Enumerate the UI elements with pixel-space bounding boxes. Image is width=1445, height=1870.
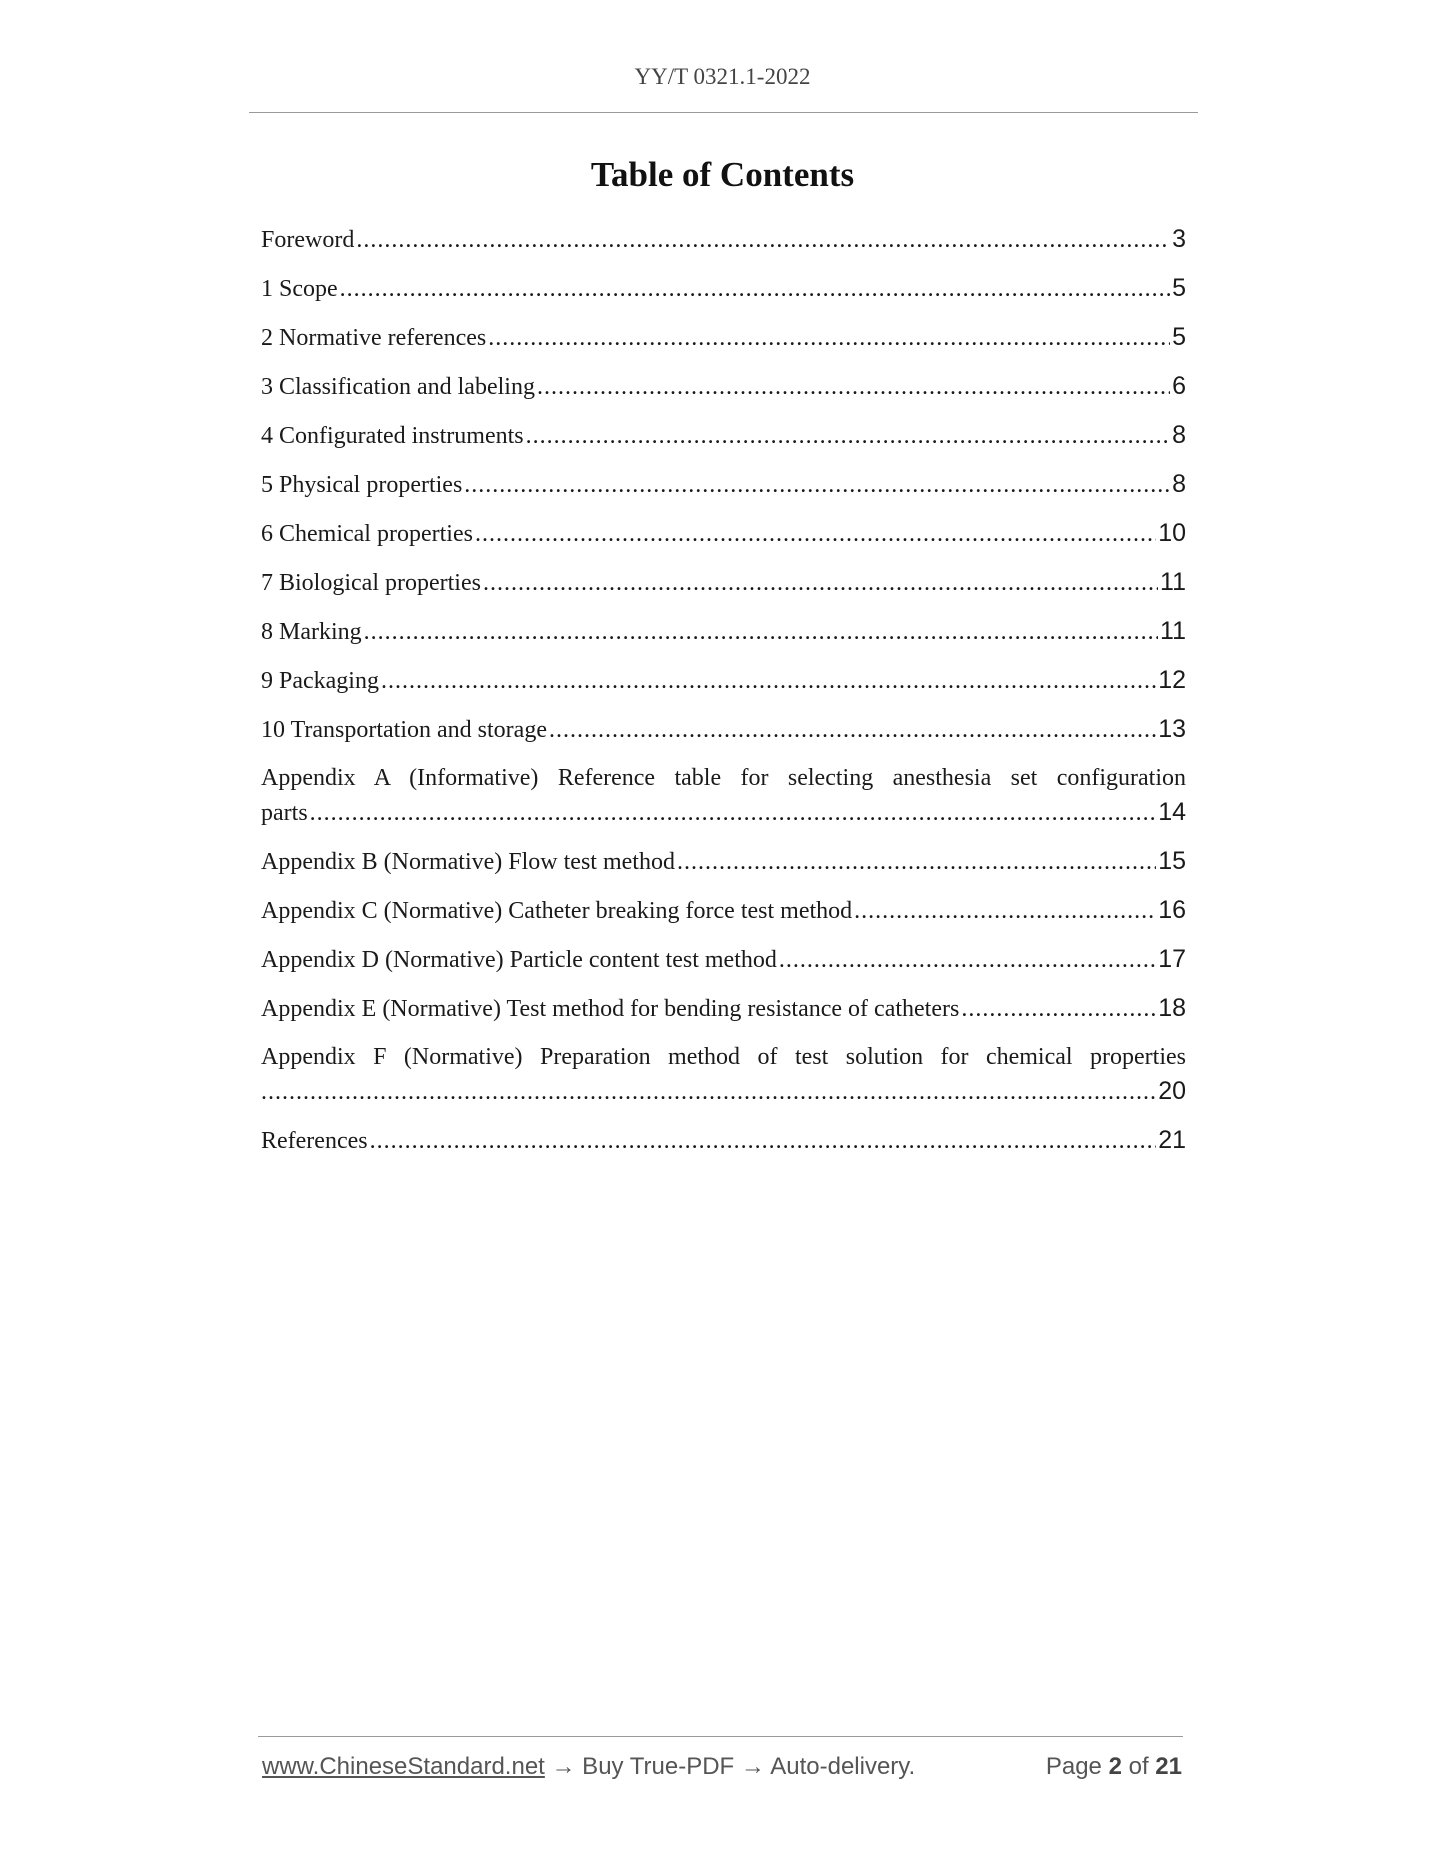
page-footer	[262, 1753, 1182, 1781]
toc-entry-foreword[interactable]	[261, 222, 1186, 257]
page-header-doc-id: YY/T 0321.1-2022	[634, 64, 811, 89]
toc-entry-page: 3	[1172, 225, 1186, 253]
toc-entry-title: 4 Configurated instruments	[261, 423, 524, 449]
page-title: Table of Contents	[590, 155, 855, 194]
website-link[interactable]: www.ChineseStandard.net	[262, 1753, 545, 1780]
toc-entry-title: Appendix C (Normative) Catheter breaking force test method	[261, 898, 853, 924]
toc-entry-page: 17	[1158, 945, 1186, 973]
toc-entry-appendix-a[interactable]	[261, 761, 1186, 830]
toc-entry-page: 5	[1172, 323, 1186, 351]
toc-leader-dots	[310, 796, 1157, 830]
header-divider	[249, 112, 1198, 113]
toc-entry-title: 2 Normative references	[261, 325, 487, 351]
toc-leader-dots	[854, 894, 1156, 928]
toc-entry-title: Appendix A (Informative) Reference table for selecting anesthesia set configuration	[261, 765, 1186, 791]
toc-entry-page: 13	[1158, 715, 1186, 743]
toc-entry-physical-properties[interactable]	[261, 467, 1186, 502]
toc-entry-scope[interactable]	[261, 271, 1186, 306]
toc-leader-dots	[475, 517, 1156, 551]
toc-leader-dots	[364, 615, 1158, 649]
toc-entry-title: References	[261, 1128, 368, 1154]
toc-entry-title-continued: parts	[261, 800, 308, 826]
toc-entry-page: 10	[1158, 519, 1186, 547]
toc-leader-dots	[340, 272, 1170, 306]
toc-leader-dots	[537, 370, 1170, 404]
toc-entry-normative-references[interactable]	[261, 320, 1186, 355]
toc-entry-title: 1 Scope	[261, 276, 338, 302]
toc-entry-page: 11	[1160, 568, 1186, 596]
toc-entry-page: 16	[1158, 896, 1186, 924]
toc-entry-transportation-storage[interactable]	[261, 712, 1186, 747]
toc-entry-page: 15	[1158, 847, 1186, 875]
toc-entry-title: 6 Chemical properties	[261, 521, 473, 547]
toc-leader-dots	[356, 223, 1170, 257]
toc-leader-dots	[261, 1075, 1156, 1109]
toc-entry-chemical-properties[interactable]	[261, 516, 1186, 551]
toc-entry-page: 20	[1158, 1077, 1186, 1105]
toc-entry-page: 5	[1172, 274, 1186, 302]
toc-leader-dots	[677, 845, 1156, 879]
toc-entry-title: 7 Biological properties	[261, 570, 481, 596]
toc-leader-dots	[779, 943, 1156, 977]
toc-entry-packaging[interactable]	[261, 663, 1186, 698]
toc-entry-page: 18	[1158, 994, 1186, 1022]
toc-leader-dots	[370, 1124, 1157, 1158]
toc-entry-title: Foreword	[261, 227, 355, 253]
toc-leader-dots	[464, 468, 1170, 502]
toc-entry-appendix-e[interactable]	[261, 991, 1186, 1026]
toc-entry-classification[interactable]	[261, 369, 1186, 404]
toc-entry-title: Appendix E (Normative) Test method for bending resistance of catheters	[261, 996, 960, 1022]
toc-entry-title: Appendix D (Normative) Particle content test method	[261, 947, 777, 973]
toc-entry-page: 8	[1172, 470, 1186, 498]
toc-entry-page: 12	[1158, 666, 1186, 694]
toc-entry-title: Appendix B (Normative) Flow test method	[261, 849, 675, 875]
toc-entry-page: 6	[1172, 372, 1186, 400]
toc-entry-biological-properties[interactable]	[261, 565, 1186, 600]
toc-entry-appendix-f[interactable]	[261, 1040, 1186, 1109]
footer-promo	[262, 1753, 915, 1781]
page-number	[1046, 1753, 1182, 1781]
toc-entry-title: 5 Physical properties	[261, 472, 463, 498]
toc-entry-title: 9 Packaging	[261, 668, 379, 694]
toc-entry-appendix-d[interactable]	[261, 942, 1186, 977]
page-label: Page	[1045, 1753, 1102, 1780]
toc-leader-dots	[483, 566, 1158, 600]
toc-leader-dots	[526, 419, 1170, 453]
toc-leader-dots	[381, 664, 1156, 698]
toc-entry-references[interactable]	[261, 1123, 1186, 1158]
toc-leader-dots	[961, 992, 1156, 1026]
toc-leader-dots	[549, 713, 1156, 747]
toc-entry-title: 3 Classification and labeling	[261, 374, 535, 400]
toc-entry-page: 21	[1158, 1126, 1186, 1154]
toc-entry-title: 8 Marking	[261, 619, 362, 645]
footer-divider	[258, 1736, 1183, 1737]
page-of-label: of	[1128, 1753, 1149, 1780]
toc-entry-page: 14	[1158, 798, 1186, 826]
toc-entry-title: Appendix F (Normative) Preparation method of test solution for chemical properties	[261, 1044, 1186, 1070]
toc-entry-title: 10 Transportation and storage	[261, 717, 547, 743]
page-total: 21	[1155, 1753, 1182, 1780]
table-of-contents	[261, 222, 1186, 1172]
page-current: 2	[1108, 1753, 1122, 1780]
toc-entry-page: 11	[1160, 617, 1186, 645]
toc-entry-appendix-c[interactable]	[261, 893, 1186, 928]
footer-promo-text: → Buy True-PDF → Auto-delivery.	[544, 1753, 916, 1780]
toc-entry-marking[interactable]	[261, 614, 1186, 649]
toc-entry-appendix-b[interactable]	[261, 844, 1186, 879]
toc-entry-configurated-instruments[interactable]	[261, 418, 1186, 453]
toc-entry-page: 8	[1172, 421, 1186, 449]
toc-leader-dots	[488, 321, 1170, 355]
